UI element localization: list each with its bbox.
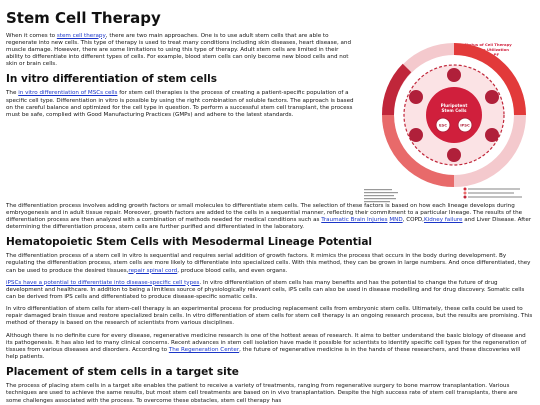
mnd-link[interactable]: MND xyxy=(389,216,403,223)
cell-therapy-infographic xyxy=(362,37,534,207)
kidney-failure-link[interactable]: Kidney failure xyxy=(423,216,463,223)
tbi-link[interactable]: Traumatic Brain Injuries xyxy=(321,216,388,223)
ipsc-label: iPSC xyxy=(460,122,470,127)
hsc-p2-post: . In vitro differentiation of stem cells has many benefits and has the potential to change the future of drug development and healthcare. In addition to being a limitless source of physiologically relevant cells, iPS cells can also be used in disease modelling and for drug discovery. Somatic cells can be derived from iPS cells and differentiated to produce disease-specific somatic cells. xyxy=(6,279,525,300)
hsc-p4-pre: Although there is no definite cure for every disease, regenerative medicine research is one of the hottest areas of research. It aims to better understand the basic biology of disease and its pathogenesis. It has also led to many clinical concerns. Recent advances in stem cell isolation have made it possible for scientists to identify specific cell types for the regeneration of tissues from various diseases and disorders. According to xyxy=(6,332,527,353)
legend-lines xyxy=(364,189,398,202)
stem-cell-therapy-link[interactable]: stem cell therapy xyxy=(56,32,106,39)
orbit-node-left-lower xyxy=(409,128,423,142)
pluripotent-label-2: Stem Cells xyxy=(441,107,467,113)
orbit-node-top xyxy=(447,68,461,82)
repair-spinal-cord-link[interactable]: repair spinal cord xyxy=(128,267,178,274)
orbit-node-right-lower xyxy=(485,128,499,142)
hsc-p1-post: , produce blood cells, and even organs. xyxy=(177,267,288,274)
msc-differentiation-link[interactable]: in vitro differentiation of MSCs cells xyxy=(18,90,118,97)
intro-paragraph xyxy=(6,33,356,69)
section-heading-placement: Placement of stem cells in a target site xyxy=(6,366,239,379)
hsc-p1-text: The differentiation process of a stem cell in vitro is sequential and requires serial addition of growth factors. It mimics the process that occurs in the body during development. By regulating the differentiation process, stem cells are more likely to differentiate into specialized cells. With this method, they can be grown in large numbers. And once differentiated, they can be used to produce the desired tissues, xyxy=(6,253,531,274)
in-vitro-paragraph-2 xyxy=(6,203,534,232)
outer-ring-segment-3 xyxy=(388,68,407,115)
esc-label: ESC xyxy=(438,122,448,127)
section-heading-hematopoietic: Hematopoietic Stem Cells with Mesodermal Lineage Potential xyxy=(6,236,373,249)
infographic-graphic xyxy=(362,37,534,207)
hematopoietic-paragraph-1 xyxy=(6,253,534,274)
intro-text-column xyxy=(6,33,356,124)
infographic-title-3: in each PF xyxy=(476,51,500,57)
pluripotent-label-1: Pluripotent xyxy=(440,102,468,108)
hematopoietic-paragraph-4 xyxy=(6,333,534,362)
orbit-node-bottom xyxy=(447,148,461,162)
ipsc-potential-link[interactable]: iPSCs have a potential to differentiate into disease-specific cell types xyxy=(6,279,200,286)
placement-paragraph-1: The process of placing stem cells in a target site enables the patient to receive a variety of treatments, ranging from regenerative surgery to bone marrow transplantation. Various techniques are used to achieve the same results, but most stem cell treatments are based on in vivo transplantation. Despite the high success rate of stem cell transplants, there are some challenges associated with the process. To overcome these obstacles, stem cell therapy has xyxy=(6,383,518,404)
in-vitro-p2-c: and Liver Disease. After determining the differentiation process, stem cells are further purified and differentiated in the laboratory. xyxy=(6,216,532,230)
intro-text-pre: When it comes to xyxy=(6,32,57,39)
hematopoietic-paragraph-3: In vitro differentiation of stem cells for stem-cell therapy is an experimental process for producing replacement cells from embryonic stem cells. Ultimately, these cells could be used to repair damaged brain tissue and restore specialized brain cells. In vitro differentiation of stem cells for stem cell therapy is an ongoing research process, but the results are promising. This method of therapy is based on the research of scientists from various disciplines. xyxy=(6,306,533,327)
hematopoietic-paragraph-2 xyxy=(6,280,534,301)
orbit-node-left-upper xyxy=(409,90,423,104)
in-vitro-p1-post: for stem cell therapies is the process of creating a patient-specific population of a specific cell type. Differentiation in vitro is possible by using the right combination of soluble factors. The approach is based on the careful balance and optimized for the cell type in question. To perform a successful stem cell transplant, the process must be safe, complied with Good Manufacturing Practices (GMPs) and adhere to the latest standards. xyxy=(6,90,354,118)
hsc-p4-post: , the future of regenerative medicine is in the hands of these researchers, and these discoveries will help patients. xyxy=(6,346,521,361)
regeneration-center-link[interactable]: The Regeneration Center xyxy=(168,346,240,353)
in-vitro-p2-a: The differentiation process involves adding growth factors or small molecules to differentiate stem cells. The selection of these factors is based on how each lineage develops during embryogenesis and in adult tissue repair. Moreover, growth factors are added to the cells in a sequential manner, reflecting their commitment to a particular lineage. The results of the differentiation process are then analyzed with a combination of methods needed for medical conditions such as xyxy=(6,202,523,223)
legend-right xyxy=(464,187,523,198)
in-vitro-p2-b: , COPD, xyxy=(402,216,424,223)
in-vitro-p1-pre: The xyxy=(6,90,19,97)
intro-text-post: , there are two main approaches. One is to use adult stem cells that are able to regenerate into new cells. This type of therapy is used to treat many conditions including skin diseases, heart disease, and muscle damage. However, there are some limitations to using this type of therapy. Adult stem cells are limited in their ability to differentiate into different types of cells. For example, blood stem cells can only become new blood cells and not skin or brain cells. xyxy=(6,32,352,68)
page-title: Stem Cell Therapy xyxy=(6,9,161,27)
section-heading-in-vitro: In vitro differentiation of stem cells xyxy=(6,73,217,86)
inner-disc xyxy=(426,87,482,143)
infographic-title-1: Status of Cell Therapy xyxy=(464,41,512,47)
orbit-node-right-upper xyxy=(485,90,499,104)
in-vitro-paragraph-1 xyxy=(6,90,356,119)
infographic-title-2: Platform Utilization xyxy=(467,46,509,52)
intro-block xyxy=(6,33,534,207)
